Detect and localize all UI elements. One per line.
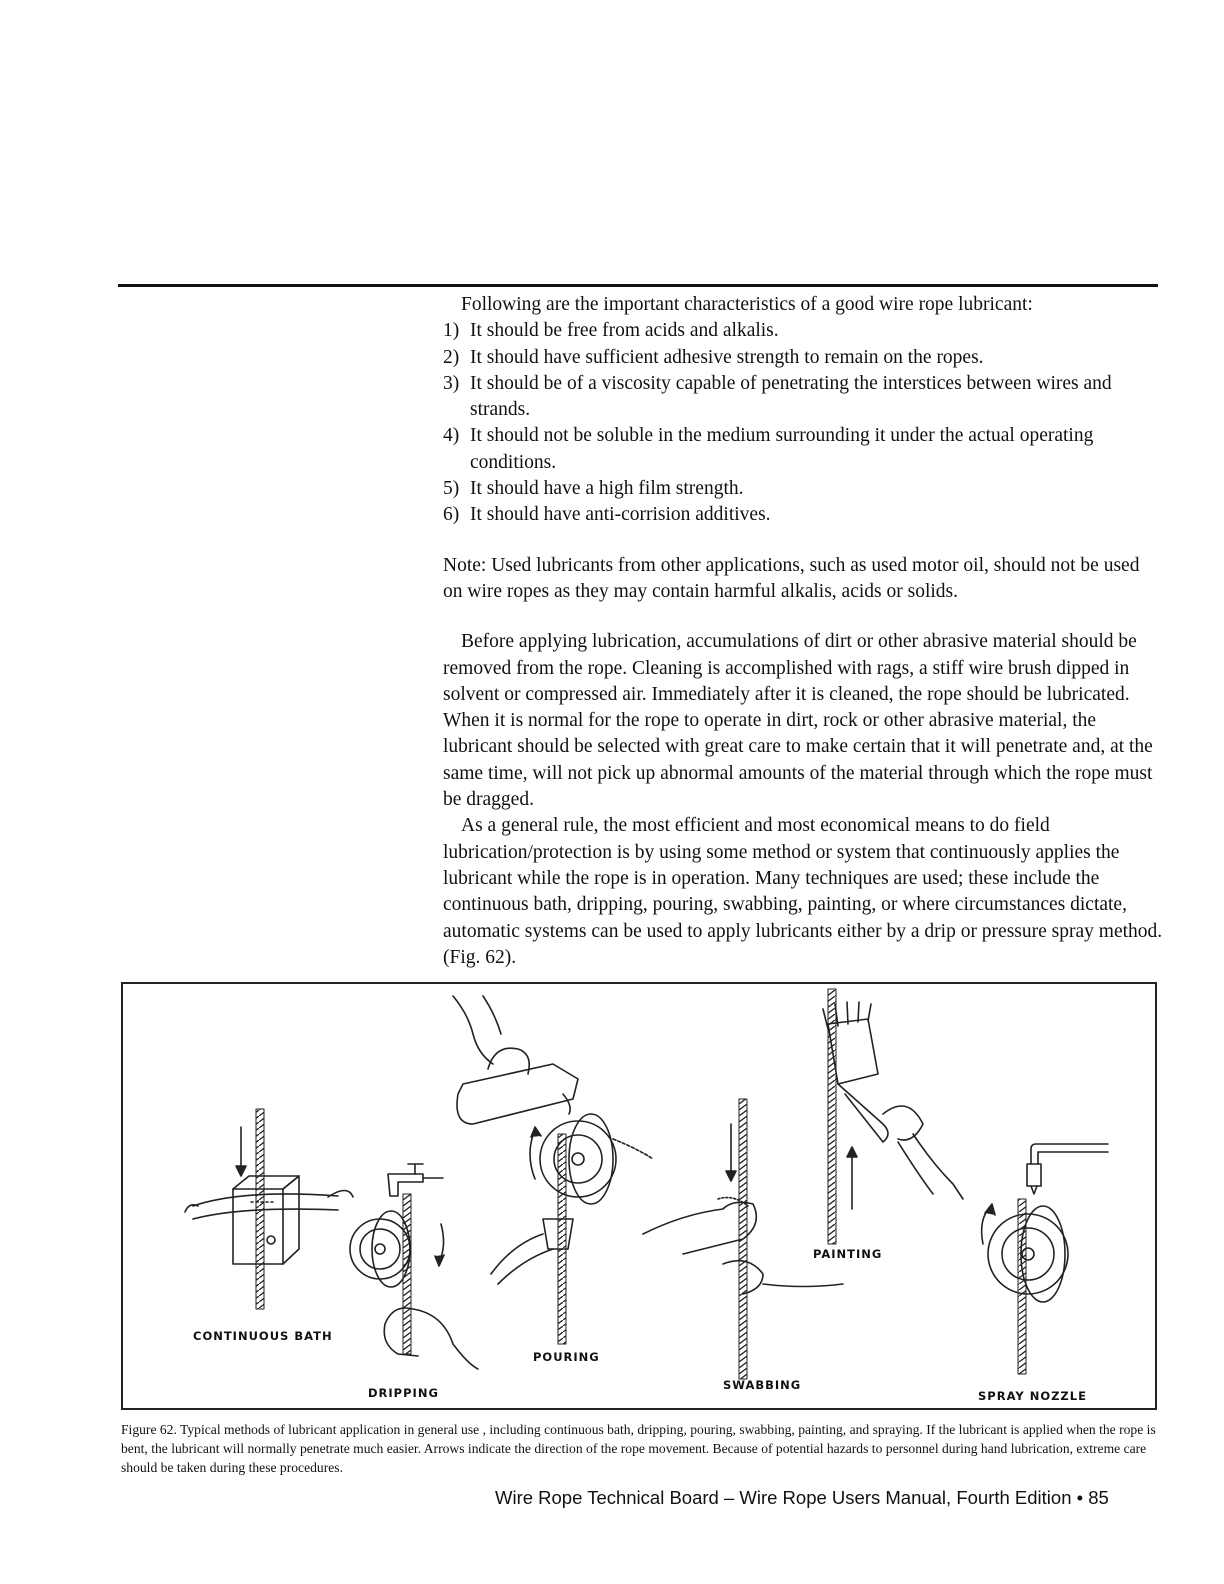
list-item: 4) It should not be soluble in the medium surrounding it under the actual operating conditions. (443, 425, 1094, 473)
list-item: 3) It should be of a viscosity capable of penetrating the interstices between wires and strands. (443, 372, 1112, 421)
list-item: 2) It should have sufficient adhesive strength to remain on the ropes. (443, 346, 984, 368)
pouring-label: POURING (533, 1350, 600, 1364)
list-item: 5) It should have a high film strength. (443, 478, 744, 500)
painting-label: PAINTING (813, 1247, 883, 1261)
body-text (443, 292, 1163, 971)
swabbing-drawing (643, 1099, 843, 1379)
continuous-bath-drawing (185, 1109, 353, 1309)
dripping-drawing (350, 1164, 478, 1369)
continuous-bath-label: CONTINUOUS BATH (193, 1329, 333, 1343)
dripping-label: DRIPPING (368, 1386, 439, 1400)
characteristics-intro: Following are the important characteristics of a good wire rope lubricant: (461, 294, 1033, 315)
list-item: 6) It should have anti-corrision additives. (443, 504, 771, 526)
painting-drawing (823, 989, 963, 1244)
spray-nozzle-drawing (982, 1144, 1108, 1374)
figure-caption: Figure 62. Typical methods of lubricant application in general use , including continuous bath, dripping, pouring, swabbing, painting, and spraying. If the lubricant is applied when the rope is bent, the lubricant will normally penetrate much easier. Arrows indicate the direction of the rope movement. Because of potential hazards to personnel during hand lubrication, extreme care should be taken during these procedures. (121, 1422, 1156, 1475)
note-paragraph: Note: Used lubricants from other applications, such as used motor oil, should not be used on wire ropes as they may contain harmful alkalis, acids or solids. (443, 554, 1140, 602)
characteristics-list (443, 318, 1163, 528)
lubrication-methods-illustration (123, 984, 1155, 1408)
list-item: 1) It should be free from acids and alkalis. (443, 320, 779, 342)
pouring-drawing (453, 996, 653, 1344)
methods-paragraph: As a general rule, the most efficient and most economical means to do field lubrication/protection is by using some method or system that continuously applies the lubricant while the rope is in operation. Many techniques are used; these include the continuous bath, dripping, pouring, swabbing, painting, or where circumstances dictate, automatic systems can be used to apply lubricants either by a drip or pressure spray method. (Fig. 62). (443, 815, 1163, 968)
cleaning-paragraph: Before applying lubrication, accumulations of dirt or other abrasive material should be removed from the rope. Cleaning is accomplished with rags, a stiff wire brush dipped in solvent or compressed air. Immediately after it is cleaned, the rope should be lubricated. When it is normal for the rope to operate in dirt, rock or other abrasive material, the lubricant should be selected with great care to make certain that it will penetrate and, at the same time, will not pick up abnormal amounts of the material through which the rope must be dragged. (443, 631, 1153, 811)
page-footer: Wire Rope Technical Board – Wire Rope Users Manual, Fourth Edition • 85 (495, 1487, 1109, 1508)
swabbing-label: SWABBING (723, 1378, 802, 1392)
spray-nozzle-label: SPRAY NOZZLE (978, 1389, 1087, 1403)
top-rule (118, 284, 1158, 287)
figure-62 (121, 982, 1157, 1410)
